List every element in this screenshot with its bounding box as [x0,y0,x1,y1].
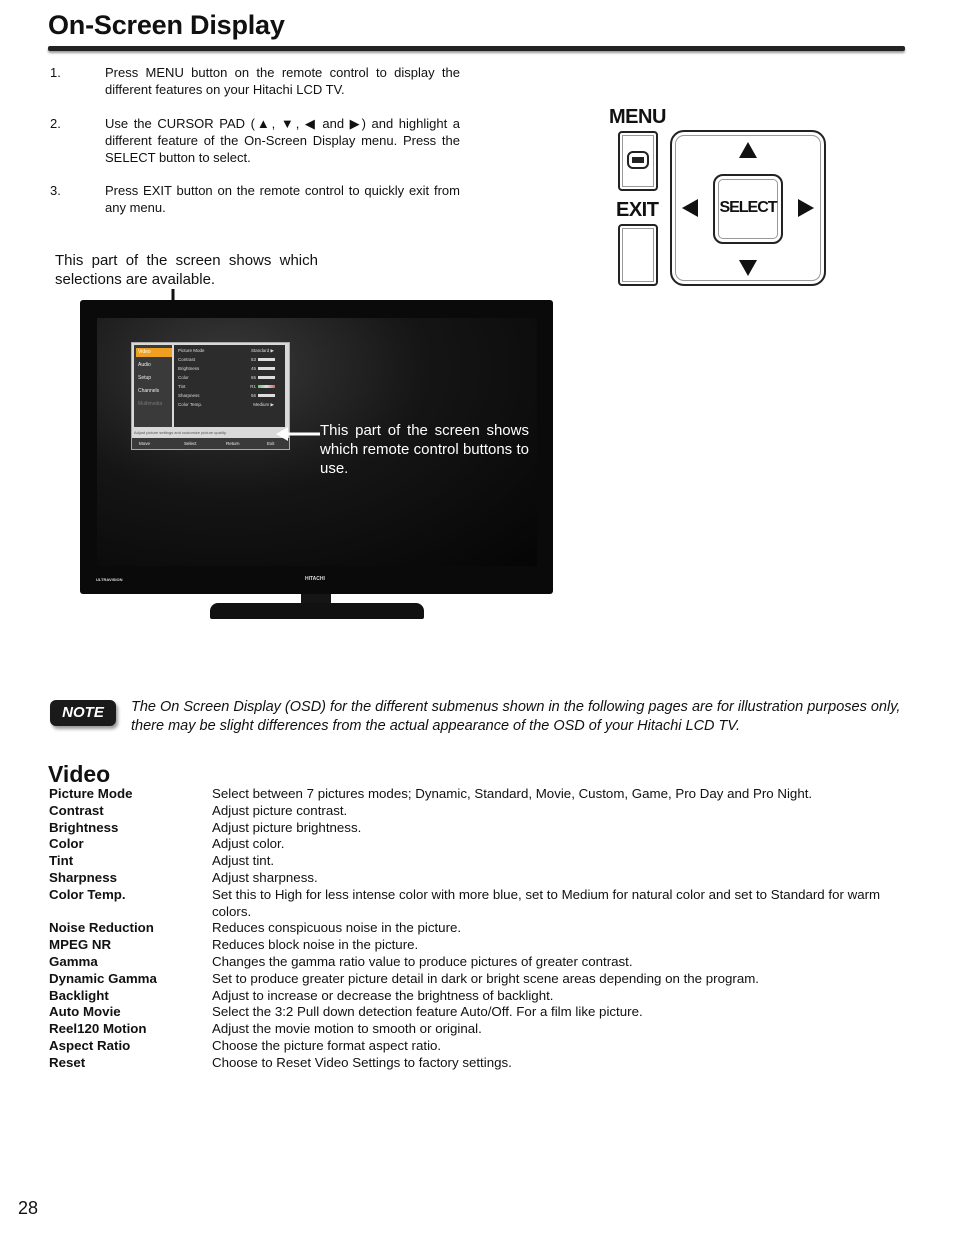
osd-row [178,382,278,391]
definition-list [49,786,909,1072]
definition-row [49,786,909,803]
tv-model: ULTRAVISION [96,577,123,582]
osd-row [178,355,278,364]
definition-row [49,887,909,921]
definition-term: Reset [49,1054,86,1070]
osd-row-label: Brightness [178,366,200,371]
definition-row [49,870,909,887]
definition-row [49,971,909,988]
tv-stand-base [210,603,424,619]
step-3 [50,182,460,216]
exit-button [618,224,658,286]
definition-text: Adjust to increase or decrease the brightness of backlight. [212,987,554,1003]
tv-brand-logo: HITACHI [305,576,325,582]
definition-row [49,954,909,971]
definition-text: Choose the picture format aspect ratio. [212,1037,442,1053]
select-button [713,174,783,244]
osd-row [178,373,278,382]
osd-category: Video [136,348,172,357]
osd-footer-move: Move [139,441,151,446]
definition-term: Reel120 Motion [49,1021,147,1037]
osd-row-label: Sharpness [178,393,200,398]
osd-row-value: 65 [250,375,256,380]
definition-row [49,1021,909,1038]
step-text: Use the CURSOR PAD (▲, ▼, ◀ and ▶) and highlight a different feature of the On-Screen Display menu. Press the SELECT button to select. [105,116,460,165]
definition-row [49,920,909,937]
osd-footer-select: Select [184,441,197,446]
osd-category: Channels [138,388,160,394]
definition-text: Adjust tint. [212,853,275,869]
osd-hint: Adjust picture settings and customize picture quality. [134,430,227,435]
osd-slider [258,376,275,379]
definition-term: Brightness [49,819,119,835]
osd-row-value: Standard ▶ [251,348,274,353]
section-heading: Video [48,761,111,787]
definition-term: Color Temp. [49,886,126,902]
osd-footer [132,438,289,449]
step-text: Press MENU button on the remote control to display the different features on your Hitachi LCD TV. [105,65,460,97]
step-2 [50,115,460,166]
osd-row-value: 45 [250,366,256,371]
title-rule [48,46,905,51]
definition-text: Set to produce greater picture detail in dark or bright scene areas depending on the program. [212,970,759,986]
menu-button [618,131,658,191]
definition-row [49,803,909,820]
osd-slider [258,385,275,388]
osd-footer-exit: Exit [267,441,275,446]
definition-row [49,836,909,853]
osd-row-value: Medium ▶ [253,402,274,407]
definition-term: Gamma [49,953,98,969]
definition-term: Noise Reduction [49,920,154,936]
note-text: The On Screen Display (OSD) for the different submenus shown in the following pages are for illustration purposes only, there may be slight differences from the actual appearance of the OSD of your Hitachi LCD TV. [131,699,901,734]
definition-text: Set this to High for less intense color with more blue, set to Medium for natural color and set to Standard for warm colors. [212,886,881,919]
osd-category: Audio [138,362,151,368]
arrow-up-icon [739,142,757,158]
definition-row [49,1055,909,1072]
arrow-left-icon [682,199,698,217]
definition-text: Adjust picture brightness. [212,819,362,835]
definition-text: Select the 3:2 Pull down detection feature Auto/Off. For a film like picture. [212,1004,643,1020]
definition-term: Tint [49,853,74,869]
page-number: 28 [18,1198,39,1218]
osd-row-label: Color [178,375,189,380]
definition-term: Contrast [49,802,104,818]
definition-term: Sharpness [49,869,117,885]
osd-row [178,400,278,409]
step-number: 2. [50,116,61,131]
definition-row [49,1038,909,1055]
osd-category: Setup [138,375,152,381]
menu-label: MENU [609,106,666,128]
osd-row-label: Tint [178,384,186,389]
definition-text: Select between 7 pictures modes; Dynamic, Standard, Movie, Custom, Game, Pro Day and Pro Night. [212,786,813,801]
osd-row [178,391,278,400]
definition-term: Picture Mode [49,786,133,801]
step-1 [50,64,460,98]
arrow-down-icon [739,260,757,276]
osd-row-label: Picture Mode [178,348,205,353]
osd-row-value: 53 [250,357,256,362]
definition-term: Color [49,836,84,852]
note-badge: NOTE [50,700,116,726]
definition-term: Backlight [49,987,109,1003]
callout-selections: This part of the screen shows which selections are available. [55,252,318,288]
definition-row [49,1004,909,1021]
definition-term: Auto Movie [49,1004,121,1020]
osd-menu [131,342,290,450]
page-title: On-Screen Display [48,10,285,40]
callout-buttons: This part of the screen shows which remote control buttons to use. [320,422,529,477]
osd-row-label: Color Temp. [178,402,203,407]
definition-term: Dynamic Gamma [49,970,157,986]
definition-row [49,820,909,837]
osd-row-value: 56 [250,393,256,398]
osd-row [178,346,278,355]
step-number: 1. [50,65,61,80]
osd-category: Multimedia [138,401,163,407]
osd-slider [258,394,275,397]
menu-icon [627,151,649,169]
definition-text: Reduces block noise in the picture. [212,937,419,953]
osd-row-label: Contrast [178,357,196,362]
osd-category-list [134,345,172,427]
osd-settings-list [174,345,285,427]
definition-row [49,937,909,954]
callout-arrow-left [276,426,320,442]
definition-text: Choose to Reset Video Settings to factory settings. [212,1054,512,1070]
definition-row [49,988,909,1005]
exit-label: EXIT [616,199,659,221]
definition-text: Reduces conspicuous noise in the picture. [212,920,462,936]
definition-row [49,853,909,870]
step-text: Press EXIT button on the remote control to quickly exit from any menu. [105,183,460,215]
osd-slider [258,367,275,370]
select-label: SELECT [719,199,777,216]
definition-term: Aspect Ratio [49,1037,131,1053]
definition-text: Adjust picture contrast. [212,802,348,818]
step-number: 3. [50,183,61,198]
definition-text: Adjust sharpness. [212,869,318,885]
cursor-pad [670,130,826,286]
osd-row [178,364,278,373]
arrow-right-icon [798,199,814,217]
definition-text: Adjust the movie motion to smooth or original. [212,1021,482,1037]
definition-text: Adjust color. [212,836,285,852]
osd-footer-return: Return [226,441,240,446]
definition-term: MPEG NR [49,937,112,953]
osd-row-value: R1 [250,384,256,389]
osd-slider [258,358,275,361]
definition-text: Changes the gamma ratio value to produce pictures of greater contrast. [212,953,633,969]
